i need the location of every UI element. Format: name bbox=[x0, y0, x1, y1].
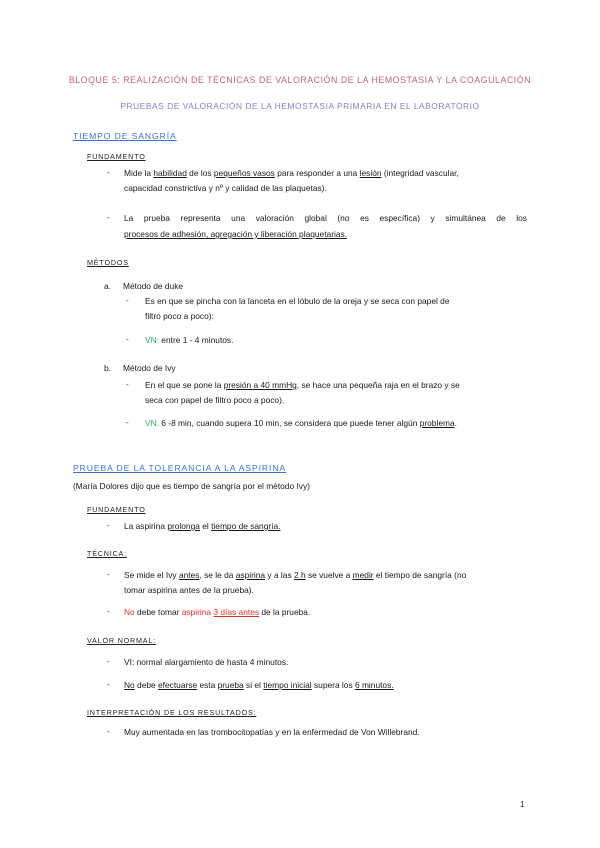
tecnica-heading: TÉCNICA: bbox=[87, 549, 127, 558]
valor-normal-item-2: No debe efectuarse esta prueba si el tiempo inicial supera los 6 minutos. bbox=[124, 680, 394, 690]
bullet: - bbox=[126, 418, 129, 427]
interpretacion-heading: INTERPRETACIÓN DE LOS RESULTADOS: bbox=[87, 708, 257, 717]
bullet: - bbox=[107, 657, 110, 666]
bullet: - bbox=[107, 521, 110, 530]
fundamento-item-1-line1: Mide la habilidad de los pequeños vasos para responder a una lesión (integridad vascular, bbox=[124, 168, 459, 178]
section-title-tolerancia-aspirina: PRUEBA DE LA TOLERANCIA A LA ASPIRINA bbox=[73, 463, 287, 473]
bullet: - bbox=[126, 296, 129, 305]
bullet: - bbox=[107, 213, 110, 222]
fundamento-heading: FUNDAMENTO bbox=[87, 152, 146, 161]
list-letter-b: b. bbox=[104, 363, 111, 373]
metodo-ivy-title: Método de Ivy bbox=[123, 363, 176, 373]
ivy-description-line1: En el que se pone la presión a 40 mmHg, se hace una pequeña raja en el brazo y se bbox=[145, 380, 460, 390]
document-subtitle: PRUEBAS DE VALORACIÓN DE LA HEMOSTASIA PRIMARIA EN EL LABORATORIO bbox=[120, 101, 480, 111]
valor-normal-heading: VALOR NORMAL: bbox=[87, 636, 156, 645]
tecnica-item-2: No debe tomar aspirina 3 días antes de la prueba. bbox=[124, 607, 311, 617]
fundamento-heading-2: FUNDAMENTO bbox=[87, 505, 146, 514]
duke-vn: VN: entre 1 - 4 minutos. bbox=[145, 335, 234, 345]
fundamento-item-2-line1: La prueba representa una valoración global (no es específica) y simultánea de los bbox=[124, 213, 527, 223]
bullet: - bbox=[107, 727, 110, 736]
fundamento-item-1-line2: capacidad constrictiva y nº y calidad de las plaquetas). bbox=[124, 183, 327, 193]
fundamento-aspirina-item: La aspirina prolonga el tiempo de sangría. bbox=[124, 521, 281, 531]
fundamento-item-2-line2: procesos de adhesión, agregación y liberación plaquetarias. bbox=[124, 229, 348, 239]
section-title-tiempo-sangria: TIEMPO DE SANGRÍA bbox=[73, 131, 177, 141]
valor-normal-item-1: VI: normal alargamiento de hasta 4 minutos. bbox=[124, 657, 289, 667]
tecnica-item-1-line2: tomar aspirina antes de la prueba). bbox=[124, 585, 254, 595]
metodos-heading: MÉTODOS bbox=[87, 258, 129, 267]
page-number: 1 bbox=[520, 800, 525, 809]
list-letter-a: a. bbox=[104, 281, 111, 291]
duke-description-line1: Es en que se pincha con la lanceta en el lóbulo de la oreja y se seca con papel de bbox=[145, 296, 450, 306]
interpretacion-item-1: Muy aumentada en las trombocitopatías y en la enfermedad de Von Willebrand. bbox=[124, 727, 420, 737]
bullet: - bbox=[107, 168, 110, 177]
metodo-duke-title: Método de duke bbox=[123, 281, 184, 291]
bullet: - bbox=[107, 680, 110, 689]
bullet: - bbox=[126, 335, 129, 344]
bullet: - bbox=[126, 380, 129, 389]
section-note: (María Dolores dijo que es tiempo de sangría por el método Ivy) bbox=[73, 481, 310, 491]
bullet: - bbox=[107, 607, 110, 616]
ivy-description-line2: seca con papel de filtro poco a poco). bbox=[145, 395, 285, 405]
duke-description-line2: filtro poco a poco): bbox=[145, 311, 214, 321]
ivy-vn: VN: 6 -8 min, cuando supera 10 min, se considera que puede tener algún problema. bbox=[145, 418, 457, 428]
document-title: BLOQUE 5: REALIZACIÓN DE TÉCNICAS DE VALORACIÓN DE LA HEMOSTASIA Y LA COAGULACIÓN bbox=[68, 75, 532, 85]
tecnica-item-1-line1: Se mide el Ivy antes, se le da aspirina y a las 2 h se vuelve a medir el tiempo de sangría (no bbox=[124, 570, 467, 580]
bullet: - bbox=[107, 570, 110, 579]
